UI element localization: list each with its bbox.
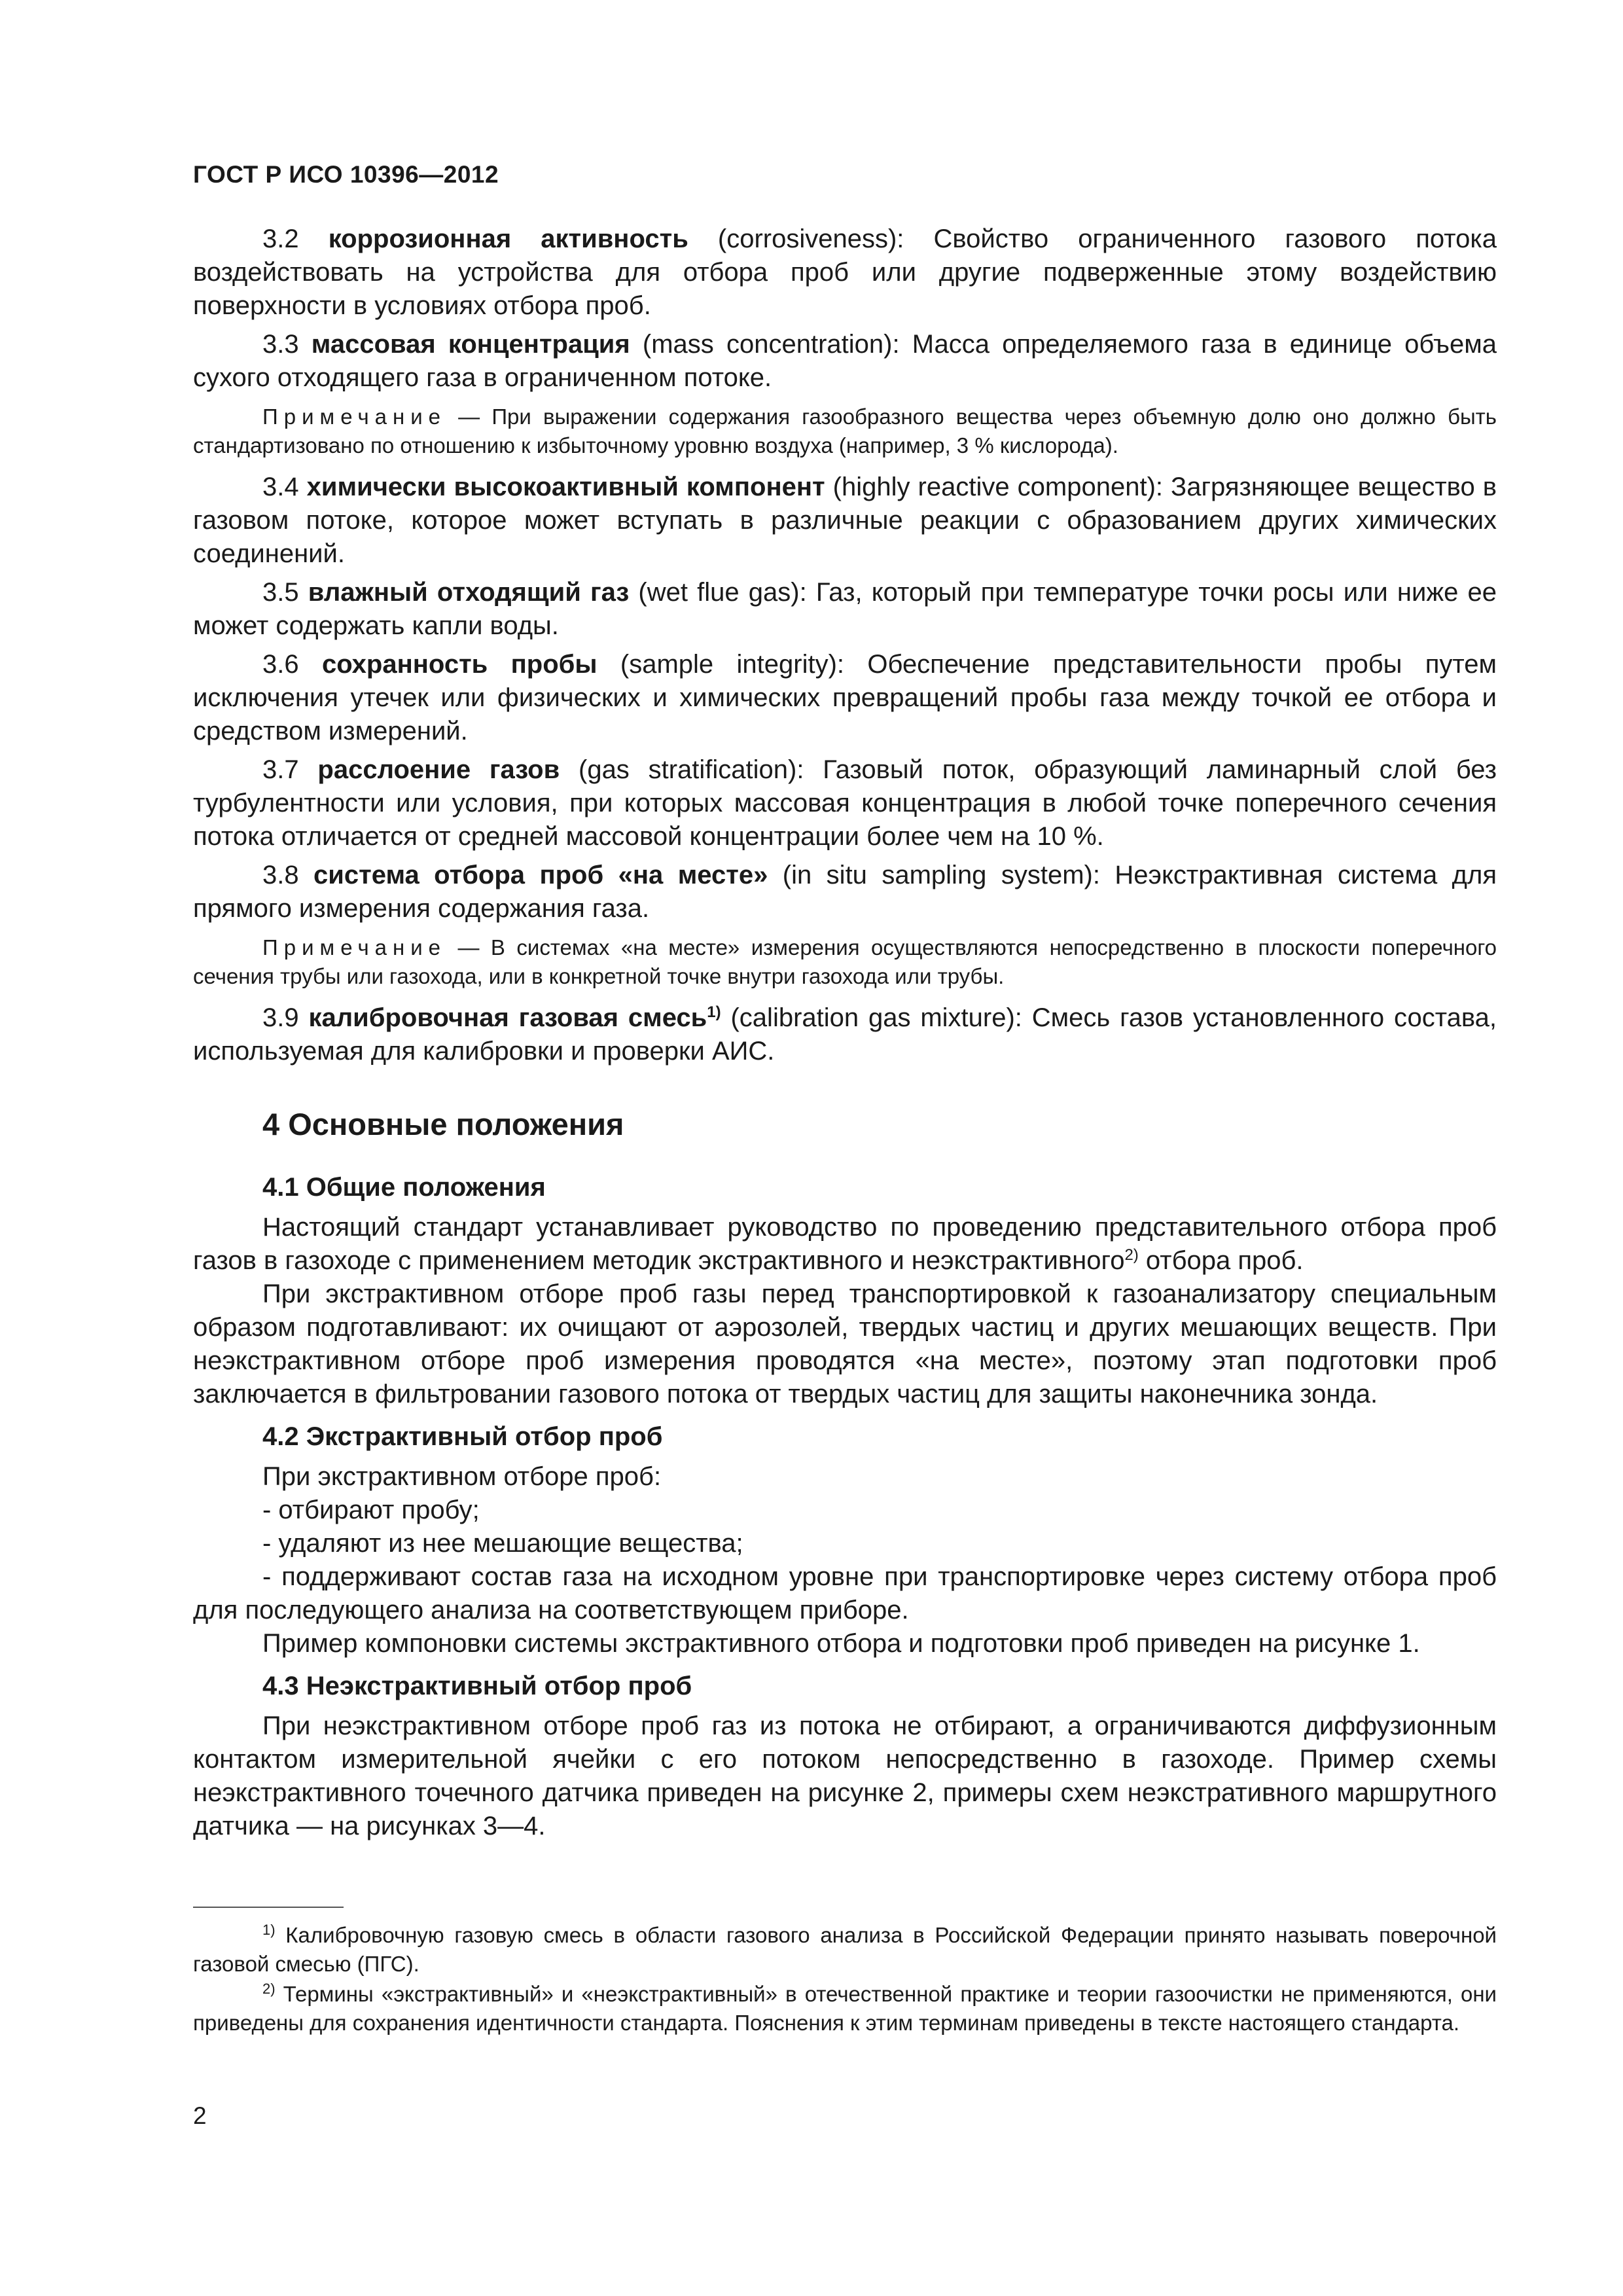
paragraph-4-1-2: При экстрактивном отборе проб газы перед транспортировкой к газоанализатору специальным образом подготавливают: их очищают от аэрозолей, твердых частиц и других мешающих веществ. При неэкстрактивном отборе проб измерения проводятся «на месте», поэтому этап подготовки проб заключается в фильтровании газового потока от твердых частиц для защиты наконечника зонда. (193, 1280, 1497, 1408)
list-intro: При экстрактивном отборе проб: (262, 1462, 662, 1491)
term: влажный отходящий газ (308, 578, 630, 607)
footnote-2: $^{2)}$ Термины «экстрактивный» и «неэкстрактивный» в отечественной практике и теории газоочистки не применяются, они приведены для сохранения идентичности стандарта. Пояснения к этим терминам приведены в тексте настоящего стандарта. (193, 1981, 1497, 2035)
definition-3-2: 3.2 коррозионная активность (corrosiveness): Свойство ограниченного газового потока воздействовать на устройства для отбора проб или другие подверженные этому воздействию поверхности в условиях отбора проб. (193, 224, 1497, 320)
paragraph-4-2-example: Пример компоновки системы экстрактивного отбора и подготовки проб приведен на рисунке 1. (262, 1629, 1420, 1658)
section-title: 4 Основные положения (262, 1107, 624, 1141)
subsection-title-4-3: 4.3 Неэкстрактивный отбор проб (262, 1672, 692, 1700)
term: сохранность пробы (321, 650, 597, 679)
definition-3-8: 3.8 система отбора проб «на месте» (in situ sampling system): Неэкстрактивная система для прямого измерения содержания газа. (193, 861, 1497, 923)
footnote-ref-2[interactable]: 2) (1124, 1246, 1139, 1264)
paragraph-4-1-1: Настоящий стандарт устанавливает руководство по проведению представительного отбора проб газов в газоходе с применением методик экстрактивного и неэкстрактивного$^{2)}$ отбора проб. (193, 1213, 1497, 1275)
footnote-ref-1[interactable]: 1) (707, 1003, 721, 1021)
subsection-title-4-1: 4.1 Общие положения (262, 1173, 546, 1202)
term: массовая концентрация (311, 330, 630, 359)
note-2: Примечание — В системах «на месте» измерения осуществляются непосредственно в плоскости поперечного сечения трубы или газохода, или в конкретной точке внутри газохода или трубы. (193, 935, 1497, 988)
paragraph-4-3-1: При неэкстрактивном отборе проб газ из потока не отбирают, а ограничиваются диффузионным контактом измерительной ячейки с его потоком непосредственно в газоходе. Пример схемы неэкстрактивного точечного датчика приведен на рисунке 2, примеры схем неэкстративного маршрутного датчика — на рисунках 3—4. (193, 1712, 1497, 1840)
term: расслоение газов (317, 755, 560, 784)
term: химически высокоактивный компонент (306, 473, 825, 501)
definition-3-7: 3.7 расслоение газов (gas stratification): Газовый поток, образующий ламинарный слой без турбулентности или условия, при которых массовая концентрация в любой точке поперечного сечения потока отличается от средней массовой концентрации более чем на 10 %. (193, 755, 1497, 851)
term: коррозионная активность (328, 224, 688, 253)
list-item: - поддерживают состав газа на исходном уровне при транспортировке через систему отбора проб для последующего анализа на соответствующем приборе. (193, 1562, 1497, 1624)
definition-3-3: 3.3 массовая концентрация (mass concentration): Масса определяемого газа в единице объема сухого отходящего газа в ограниченном потоке. (193, 330, 1497, 392)
document-header: ГОСТ Р ИСО 10396—2012 (193, 161, 499, 188)
page-number: 2 (193, 2102, 207, 2129)
list-item: - отбирают пробу; (262, 1496, 480, 1524)
definition-3-9: 3.9 калибровочная газовая смесь$^{1)}$ (calibration gas mixture): Смесь газов установленного состава, используемая для калибровки и проверки АИС. (193, 1003, 1497, 1066)
note-1: Примечание — При выражении содержания газообразного вещества через объемную долю оно должно быть стандартизовано по отношению к избыточному уровню воздуха (например, 3 % кислорода). (193, 404, 1497, 457)
subsection-title-4-2: 4.2 Экстрактивный отбор проб (262, 1422, 663, 1451)
footnote-1: $^{1)}$ Калибровочную газовую смесь в области газового анализа в Российской Федерации принято называть поверочной газовой смесью (ПГС). (193, 1922, 1497, 1976)
term: система отбора проб «на месте» (313, 861, 768, 889)
footnotes (193, 1921, 1497, 2039)
footnote-divider (193, 1907, 344, 1908)
definition-3-6: 3.6 сохранность пробы (sample integrity): Обеспечение представительности пробы путем исключения утечек или физических и химических превращений пробы газа между точкой ее отбора и средством измерений. (193, 650, 1497, 745)
page-content (193, 223, 1497, 1843)
list-item: - удаляют из нее мешающие вещества; (262, 1529, 743, 1558)
definition-3-4: 3.4 химически высокоактивный компонент (highly reactive component): Загрязняющее вещество в газовом потоке, которое может вступать в различные реакции с образованием других химических соединений. (193, 473, 1497, 568)
term: калибровочная газовая смесь$^{1)}$ (308, 1003, 721, 1032)
definition-3-5: 3.5 влажный отходящий газ (wet flue gas): Газ, который при температуре точки росы или ниже ее может содержать капли воды. (193, 578, 1497, 640)
